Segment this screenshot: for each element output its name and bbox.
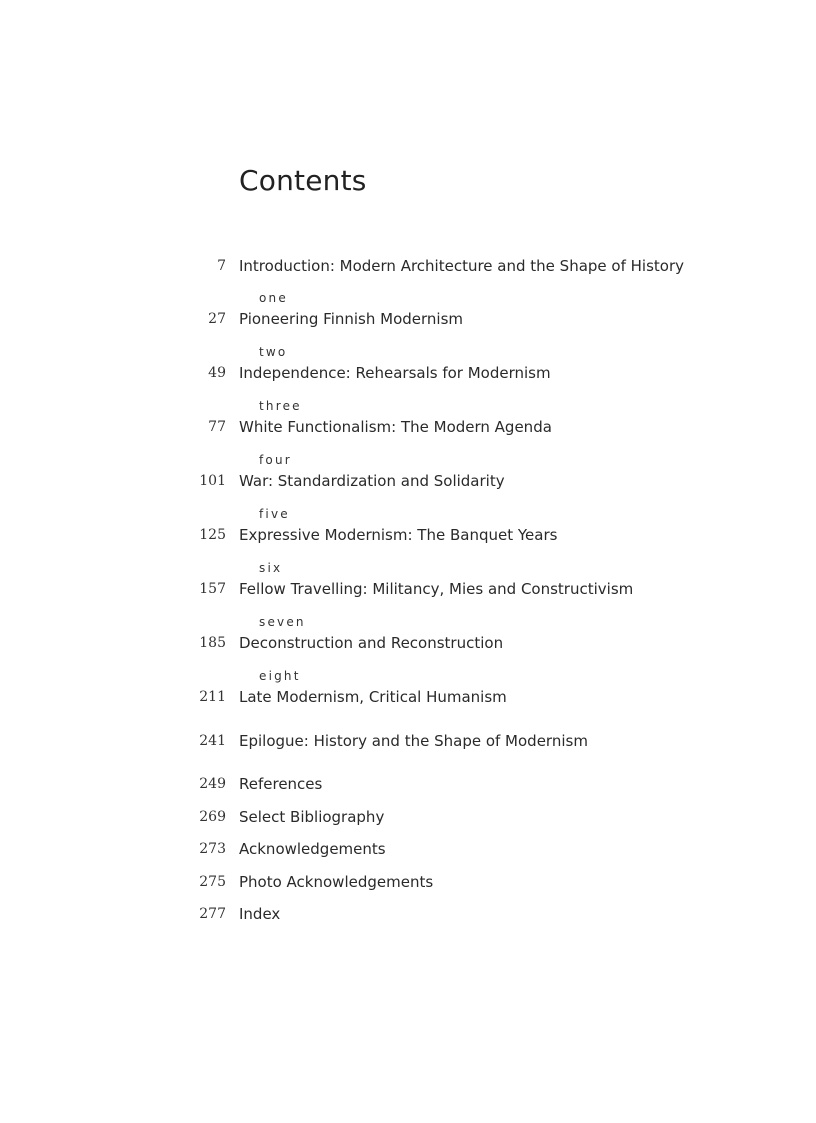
toc-entry-chapter-five[interactable] — [0, 524, 816, 546]
toc-entry-chapter-six[interactable] — [0, 578, 816, 600]
entry-title[interactable]: Index — [239, 905, 281, 923]
page-number: 211 — [199, 689, 226, 705]
page-number: 7 — [217, 258, 226, 274]
chapter-label: three — [259, 399, 302, 413]
page-number: 269 — [199, 809, 226, 825]
toc-entry-chapter-eight[interactable] — [0, 686, 816, 708]
toc-entry-index[interactable] — [0, 903, 816, 925]
entry-title[interactable]: Independence: Rehearsals for Modernism — [239, 364, 551, 382]
entry-title[interactable]: Epilogue: History and the Shape of Modernism — [239, 732, 588, 750]
page-number: 277 — [199, 906, 226, 922]
entry-title[interactable]: Acknowledgements — [239, 840, 386, 858]
toc-entry-epilogue[interactable] — [0, 730, 816, 752]
toc-entry-bibliography[interactable] — [0, 806, 816, 828]
page-number: 273 — [199, 841, 226, 857]
entry-title[interactable]: Fellow Travelling: Militancy, Mies and Constructivism — [239, 580, 634, 598]
toc-entry-references[interactable] — [0, 773, 816, 795]
page-number: 157 — [199, 581, 226, 597]
entry-title[interactable]: References — [239, 775, 323, 793]
page-number: 125 — [199, 527, 226, 543]
toc-entry-chapter-four[interactable] — [0, 470, 816, 492]
entry-title[interactable]: White Functionalism: The Modern Agenda — [239, 418, 552, 436]
page-number: 101 — [199, 473, 226, 489]
entry-title[interactable]: Introduction: Modern Architecture and the Shape of History — [239, 257, 685, 275]
page-number: 275 — [199, 874, 226, 890]
chapter-label: one — [259, 291, 288, 305]
toc-entry-chapter-seven[interactable] — [0, 632, 816, 654]
page-number: 241 — [199, 733, 226, 749]
entry-title[interactable]: Deconstruction and Reconstruction — [239, 634, 504, 652]
page-number: 185 — [199, 635, 226, 651]
chapter-label: four — [259, 453, 292, 467]
toc-entry-chapter-two[interactable] — [0, 362, 816, 384]
entry-title[interactable]: Photo Acknowledgements — [239, 873, 434, 891]
toc-entry-chapter-three[interactable] — [0, 416, 816, 438]
chapter-label: six — [259, 561, 283, 575]
page-number: 77 — [208, 419, 226, 435]
page-number: 249 — [199, 776, 226, 792]
chapter-label: seven — [259, 615, 306, 629]
chapter-label: two — [259, 345, 288, 359]
entry-title[interactable]: Pioneering Finnish Modernism — [239, 310, 464, 328]
toc-entry-photo-acknowledgements[interactable] — [0, 871, 816, 893]
entry-title[interactable]: War: Standardization and Solidarity — [239, 472, 505, 490]
chapter-label: five — [259, 507, 290, 521]
toc-entry-introduction[interactable] — [0, 255, 816, 277]
chapter-label: eight — [259, 669, 301, 683]
toc-entry-acknowledgements[interactable] — [0, 838, 816, 860]
toc-entry-chapter-one[interactable] — [0, 308, 816, 330]
entry-title[interactable]: Expressive Modernism: The Banquet Years — [239, 526, 558, 544]
page-number: 49 — [208, 365, 226, 381]
page-title: Contents — [239, 164, 367, 197]
page-number: 27 — [208, 311, 226, 327]
entry-title[interactable]: Select Bibliography — [239, 808, 385, 826]
entry-title[interactable]: Late Modernism, Critical Humanism — [239, 688, 507, 706]
